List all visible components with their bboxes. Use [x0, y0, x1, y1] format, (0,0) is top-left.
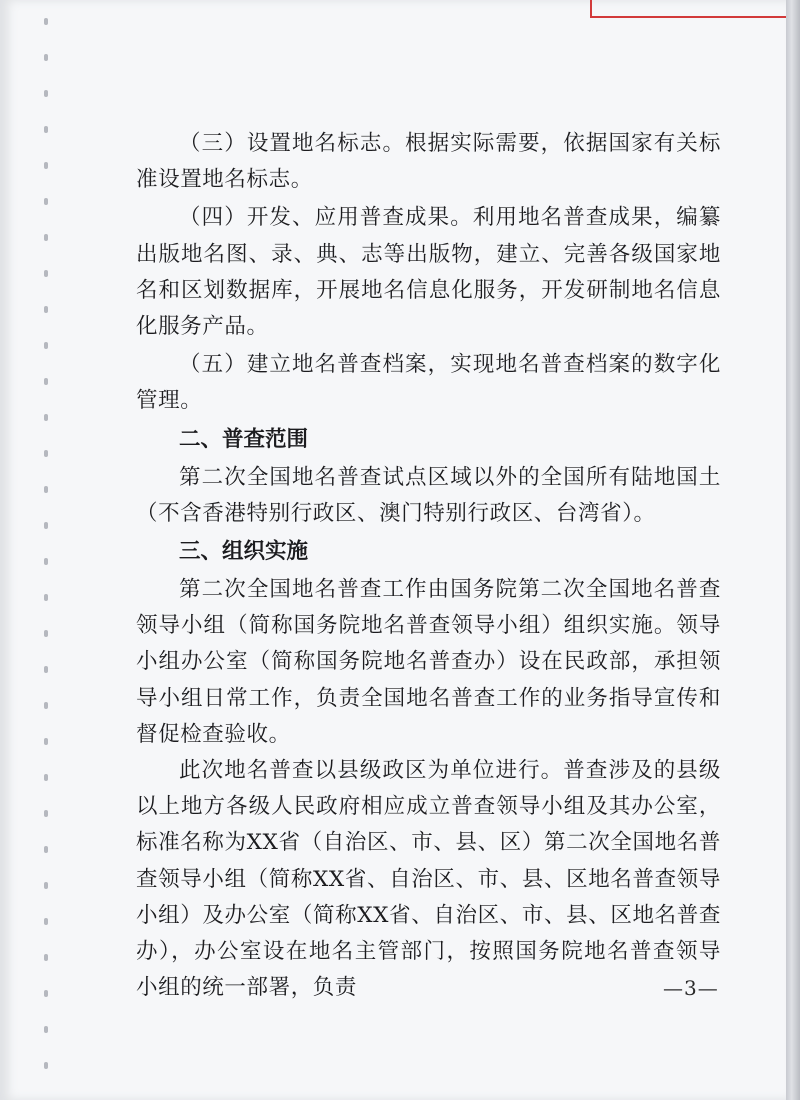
binding-holes: [40, 0, 60, 1100]
paragraph-scope: 第二次全国地名普查试点区域以外的全国所有陆地国土（不含香港特别行政区、澳门特别行政区、台湾省）。: [136, 464, 721, 526]
binding-hole: [44, 882, 48, 889]
binding-hole: [44, 918, 48, 925]
binding-hole: [44, 522, 48, 529]
binding-hole: [44, 450, 48, 457]
binding-hole: [44, 414, 48, 421]
binding-hole: [44, 18, 48, 25]
binding-hole: [44, 630, 48, 637]
page-edge: [786, 0, 800, 1100]
binding-hole: [44, 990, 48, 997]
binding-hole: [44, 198, 48, 205]
binding-hole: [44, 738, 48, 745]
paragraph-3: （五）建立地名普查档案，实现地名普查档案的数字化管理。: [136, 352, 721, 414]
binding-hole: [44, 1026, 48, 1033]
binding-hole: [44, 126, 48, 133]
binding-hole: [44, 702, 48, 709]
binding-hole: [44, 810, 48, 817]
binding-hole: [44, 954, 48, 961]
binding-hole: [44, 774, 48, 781]
binding-hole: [44, 666, 48, 673]
binding-hole: [44, 162, 48, 169]
binding-hole: [44, 1062, 48, 1069]
paragraph-2: （四）开发、应用普查成果。利用地名普查成果，编纂出版地名图、录、典、志等出版物，建立、完善各级国家地名和区划数据库，开展地名信息化服务，开发研制地名信息化服务产品。: [136, 205, 721, 340]
binding-hole: [44, 594, 48, 601]
binding-hole: [44, 486, 48, 493]
binding-hole: [44, 270, 48, 277]
binding-hole: [44, 846, 48, 853]
binding-hole: [44, 342, 48, 349]
red-corner-mark: [590, 0, 786, 18]
binding-hole: [44, 378, 48, 385]
paragraph-county-level: 此次地名普查以县级政区为单位进行。普查涉及的县级以上地方各级人民政府相应成立普查领导小组及其办公室，标准名称为XX省（自治区、市、县、区）第二次全国地名普查领导小组（简称XX省、自治区、市、县、区地名普查领导小组）及办公室（简称XX省、自治区、市、县、区地名普查办），办公室设在地名主管部门，按照国务院地名普查领导小组的统一部署，负责: [136, 758, 721, 1001]
binding-hole: [44, 54, 48, 61]
binding-hole: [44, 90, 48, 97]
paragraph-1: （三）设置地名标志。根据实际需要，依据国家有关标准设置地名标志。: [136, 131, 721, 193]
section-heading-organization: 三、组织实施: [179, 539, 309, 565]
paragraph-organization: 第二次全国地名普查工作由国务院第二次全国地名普查领导小组（简称国务院地名普查领导小组）组织实施。领导小组办公室（简称国务院地名普查办）设在民政部，承担领导小组日常工作，负责全国地名普查工作的业务指导宣传和督促检查验收。: [136, 577, 721, 747]
binding-hole: [44, 558, 48, 565]
document-body: [136, 126, 721, 1006]
page-number: —3—: [663, 976, 719, 1000]
binding-hole: [44, 306, 48, 313]
binding-hole: [44, 234, 48, 241]
section-heading-scope: 二、普查范围: [179, 426, 309, 452]
